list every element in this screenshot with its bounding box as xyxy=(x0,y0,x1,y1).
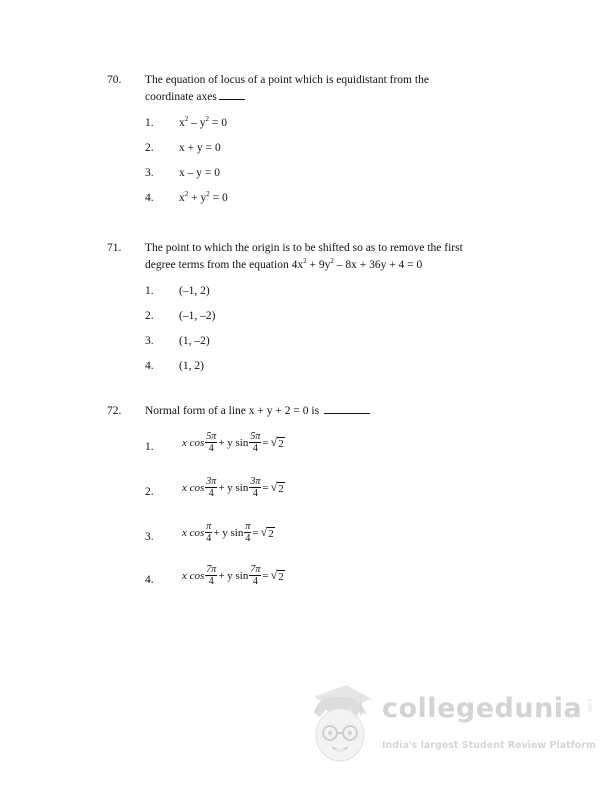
q72-option-2-number: 2. xyxy=(145,486,154,498)
q72-option-1-formula: x cos $\frac{5\pi}{4}$ + y sin $\frac{5\pi}{4}$ = √ 2 xyxy=(182,431,284,454)
question-71-number: 71. xyxy=(107,242,122,254)
question-70-number: 70. xyxy=(107,74,122,86)
q70-option-4: $x^2 + y^2 = 0$ xyxy=(179,190,228,204)
question-71-text xyxy=(145,240,463,274)
q72-option-4-number: 4. xyxy=(145,574,154,586)
question-72-number: 72. xyxy=(107,405,122,417)
q70-option-2-number: 2. xyxy=(145,142,154,154)
q71-option-3: (1, –2) xyxy=(179,335,210,347)
q70-option-2: x + y = 0 xyxy=(179,142,221,154)
q71-option-4-number: 4. xyxy=(145,360,154,372)
q72-option-3-formula: x cos $\frac{\pi}{4}$ + y sin $\frac{\pi}{4}$ = √ 2 xyxy=(182,521,274,544)
q72-option-1-number: 1. xyxy=(145,441,154,453)
question-70-text xyxy=(145,72,429,106)
question-70-line1: The equation of locus of a point which is equidistant from the xyxy=(145,74,429,86)
q72-option-2-formula: x cos $\frac{3\pi}{4}$ + y sin $\frac{3\pi}{4}$ = √ 2 xyxy=(182,476,284,499)
q71-option-2: (–1, –2) xyxy=(179,310,216,322)
q72-option-4-formula: x cos $\frac{7\pi}{4}$ + y sin $\frac{7\pi}{4}$ = √ 2 xyxy=(182,564,284,587)
question-70-line2: coordinate axes xyxy=(145,89,429,106)
q71-option-4: (1, 2) xyxy=(179,360,204,372)
question-71-line1: The point to which the origin is to be shifted so as to remove the first xyxy=(145,242,463,254)
q71-option-1: (–1, 2) xyxy=(179,285,210,297)
q70-option-3: x – y = 0 xyxy=(179,167,220,179)
mascot-icon xyxy=(300,683,378,773)
watermark-tagline: India's largest Student Review Platform xyxy=(382,740,596,751)
q70-option-4-number: 4. xyxy=(145,192,154,204)
q71-option-2-number: 2. xyxy=(145,310,154,322)
q71-option-1-number: 1. xyxy=(145,285,154,297)
q70-option-3-number: 3. xyxy=(145,167,154,179)
question-71-line2: degree terms from the equation $4x^2 + 9y^2 - 8x + 36y + 4 = 0$ xyxy=(145,257,423,271)
watermark-brand: collegedunia xyxy=(382,693,583,724)
q70-option-1: $x^2 - y^2 = 0$ xyxy=(179,115,227,129)
q71-option-3-number: 3. xyxy=(145,335,154,347)
q72-option-3-number: 3. xyxy=(145,531,154,543)
watermark-suffix: .com xyxy=(586,697,593,712)
q70-option-1-number: 1. xyxy=(145,117,154,129)
collegedunia-watermark xyxy=(300,683,600,773)
question-72-text: Normal form of a line x + y + 2 = 0 is xyxy=(145,403,370,420)
